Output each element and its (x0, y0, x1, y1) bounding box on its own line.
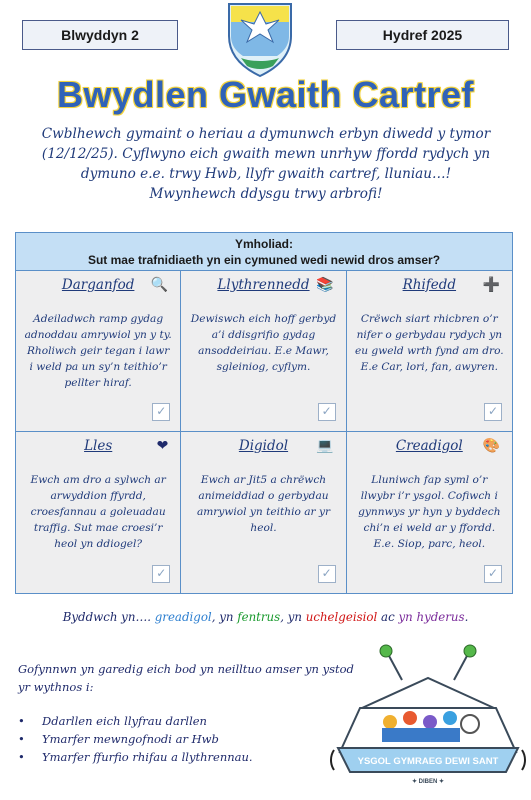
list-item: • Ymarfer ffurfio rhifau a llythrennau. (18, 748, 338, 766)
motto-creative: greadigol (154, 610, 212, 624)
request-text: Gofynnwn yn garedig eich bod yn neilltuo amser yn ystod yr wythnos i: (18, 662, 354, 694)
term-badge (336, 20, 509, 50)
magnifier-icon: 🔍 (150, 277, 169, 293)
motto-ambitious: uchelgeisiol (305, 610, 378, 624)
checkbox[interactable]: ✓ (152, 565, 170, 583)
checkbox[interactable]: ✓ (318, 565, 336, 583)
motto-confident: yn hyderus (398, 610, 465, 624)
maths-icon: ➕ (482, 277, 500, 293)
enquiry-question: Sut mae trafnidiaeth yn ein cymuned wedi newid dros amser? (87, 253, 441, 267)
task-text: Lluniwch fap syml o’r llwybr i’r ysgol. Cofiwch i gynnwys yr hyn y byddech chi’n ei weld ar y ffordd. E.e. Siop, parc, heol. (358, 474, 501, 550)
task-card-rhifedd (347, 271, 512, 432)
checkbox[interactable]: ✓ (318, 403, 336, 421)
motto-sep: ac (377, 610, 399, 624)
task-card-creadigol (347, 432, 512, 593)
task-text: Crëwch siart rhicbren o’r nifer o gerbydau rydych yn eu gweld wrth fynd am dro. E.e Car, lori, fan, awyren. (354, 313, 504, 373)
year-badge (22, 20, 178, 50)
motto-prefix: Byddwch yn…. (62, 610, 155, 624)
year-label: Blwyddyn 2 (61, 27, 139, 43)
task-title: Creadigol (395, 438, 463, 454)
wellbeing-icon: ❤ (156, 438, 169, 454)
motto-enterprising: fentrus (237, 610, 281, 624)
list-item: • Ymarfer mewngofnodi ar Hwb (18, 730, 338, 748)
laptop-icon: 💻 (316, 438, 334, 454)
checkbox[interactable]: ✓ (484, 565, 502, 583)
term-label: Hydref 2025 (382, 27, 463, 43)
school-logo (330, 640, 526, 790)
motto-sep: , yn (211, 610, 238, 624)
task-title: Darganfod (61, 277, 135, 293)
palette-icon: 🎨 (482, 438, 500, 454)
intro-text: Cwblhewch gymaint o heriau a dymunwch erbyn diwedd y tymor (12/12/25). Cyflwyno eich gwaith mewn unrhyw ffordd rydych yn dymuno e.e. trwy Hwb, llyfr gwaith cartref, lluniau…! Mwynhewch ddysgu trwy arbrofi! (41, 126, 491, 202)
books-icon: 📚 (316, 277, 334, 293)
task-card-llythrennedd (181, 271, 346, 432)
page-title: Bwydlen Gwaith Cartref (56, 74, 475, 115)
task-text: Ewch am dro a sylwch ar arwyddion ffyrdd, croesfannau a goleuadau traffig. Sut mae croesi’r heol yn ddiogel? (30, 474, 166, 550)
task-title: Rhifedd (402, 277, 457, 293)
task-card-digidol (181, 432, 346, 593)
school-motto (0, 610, 531, 624)
task-title: Lles (84, 438, 113, 454)
school-name: YSGOL GYMRAEG DEWI SANT (357, 756, 499, 767)
checkbox[interactable]: ✓ (484, 403, 502, 421)
school-crest-icon (221, 0, 299, 78)
homework-grid (15, 232, 513, 594)
motto-sep: , yn (280, 610, 306, 624)
enquiry-header (16, 233, 512, 271)
task-text: Adeiladwch ramp gydag adnoddau amrywiol yn y ty. Rholiwch geir tegan i lawr i weld pa un sy’n teithio’r pellter hiraf. (24, 313, 172, 389)
task-text: Ewch ar Jit5 a chrëwch animeiddiad o gerbydau amrywiol yn teithio ar yr heol. (196, 474, 331, 534)
task-card-darganfod (16, 271, 181, 432)
task-text: Dewiswch eich hoff gerbyd a’i ddisgrifio gydag ansoddeiriau. E.e Mawr, sgleiniog, cyflym. (190, 313, 337, 373)
school-place: ✦ DIBEN ✦ (411, 779, 445, 785)
weekly-task-list (18, 712, 338, 766)
task-title: Digidol (238, 438, 289, 454)
task-title: Llythrennedd (217, 277, 310, 293)
enquiry-label: Ymholiad: (234, 237, 293, 251)
motto-suffix: . (464, 610, 469, 624)
task-card-lles (16, 432, 181, 593)
checkbox[interactable]: ✓ (152, 403, 170, 421)
list-item: • Ddarllen eich llyfrau darllen (18, 712, 338, 730)
